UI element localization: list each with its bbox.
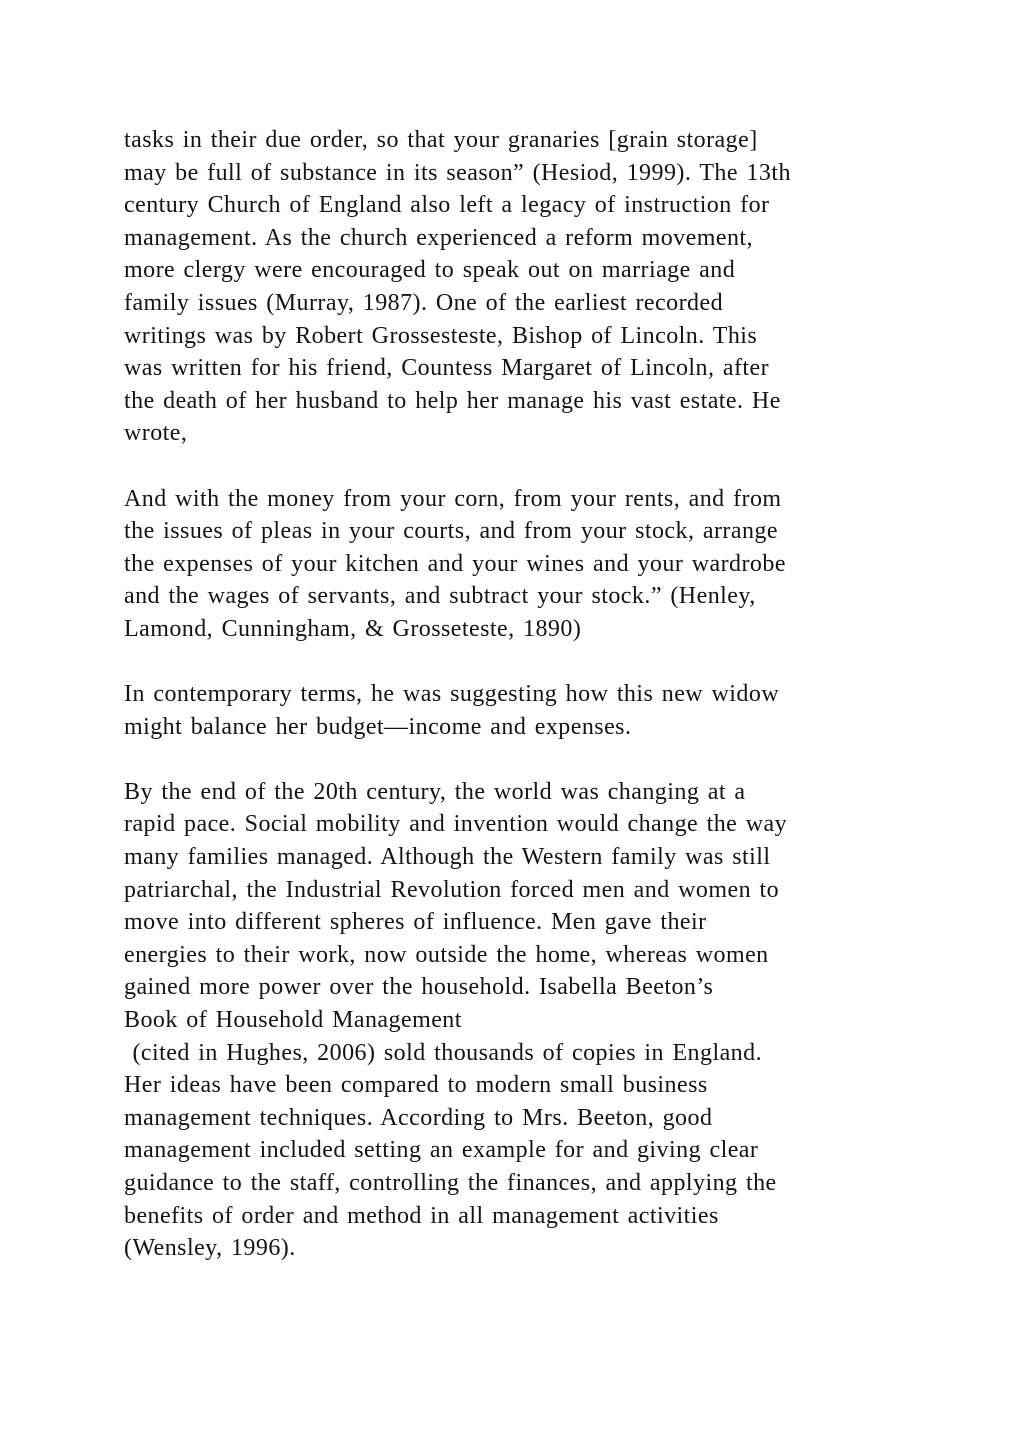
text-line: was written for his friend, Countess Margaret of Lincoln, after [124, 355, 770, 382]
text-line: energies to their work, now outside the home, whereas women [124, 941, 769, 968]
text-line: the issues of pleas in your courts, and from your stock, arrange [124, 518, 778, 545]
paragraph-spacer [124, 743, 944, 776]
paragraph-20th-century [124, 776, 944, 1265]
text-line: Her ideas have been compared to modern small business [124, 1072, 708, 1099]
text-line: In contemporary terms, he was suggesting how this new widow [124, 681, 780, 708]
text-line: benefits of order and method in all management activities [124, 1202, 719, 1229]
text-line: management techniques. According to Mrs. Beeton, good [124, 1104, 713, 1131]
text-line: century Church of England also left a legacy of instruction for [124, 192, 770, 219]
text-line: the death of her husband to help her manage his vast estate. He [124, 387, 781, 414]
text-line: tasks in their due order, so that your granaries [grain storage] [124, 127, 758, 153]
paragraph-hesiod-grosseteste [124, 124, 944, 450]
text-line: By the end of the 20th century, the world was changing at a [124, 778, 746, 805]
text-line: patriarchal, the Industrial Revolution forced men and women to [124, 876, 780, 903]
text-line: (cited in Hughes, 2006) sold thousands of copies in England. [124, 1039, 763, 1066]
text-line: Book of Household Management [124, 1007, 462, 1034]
document-body [124, 124, 944, 1265]
text-line: more clergy were encouraged to speak out on marriage and [124, 257, 736, 284]
paragraph-contemporary-terms [124, 678, 944, 743]
text-line: many families managed. Although the Western family was still [124, 844, 771, 871]
text-line: might balance her budget—income and expenses. [124, 713, 632, 740]
text-line: the expenses of your kitchen and your wines and your wardrobe [124, 550, 786, 577]
text-line: rapid pace. Social mobility and invention would change the way [124, 811, 788, 838]
text-line: writings was by Robert Grossesteste, Bishop of Lincoln. This [124, 322, 758, 349]
text-line: family issues (Murray, 1987). One of the earliest recorded [124, 289, 724, 316]
text-line: and the wages of servants, and subtract your stock.” (Henley, [124, 583, 756, 610]
paragraph-spacer [124, 646, 944, 679]
text-line: management. As the church experienced a reform movement, [124, 224, 753, 251]
text-line: (Wensley, 1996). [124, 1235, 296, 1262]
paragraph-quotation [124, 483, 944, 646]
text-line: may be full of substance in its season” (Hesiod, 1999). The 13th [124, 159, 791, 186]
text-line: move into different spheres of influence. Men gave their [124, 909, 707, 936]
text-line: guidance to the staff, controlling the finances, and applying the [124, 1170, 777, 1196]
text-line: wrote, [124, 420, 188, 447]
text-line: gained more power over the household. Isabella Beeton’s [124, 974, 714, 1001]
text-line: Lamond, Cunningham, & Grosseteste, 1890) [124, 615, 582, 642]
text-line: And with the money from your corn, from your rents, and from [124, 485, 782, 512]
text-line: management included setting an example for and giving clear [124, 1137, 759, 1164]
paragraph-spacer [124, 450, 944, 483]
